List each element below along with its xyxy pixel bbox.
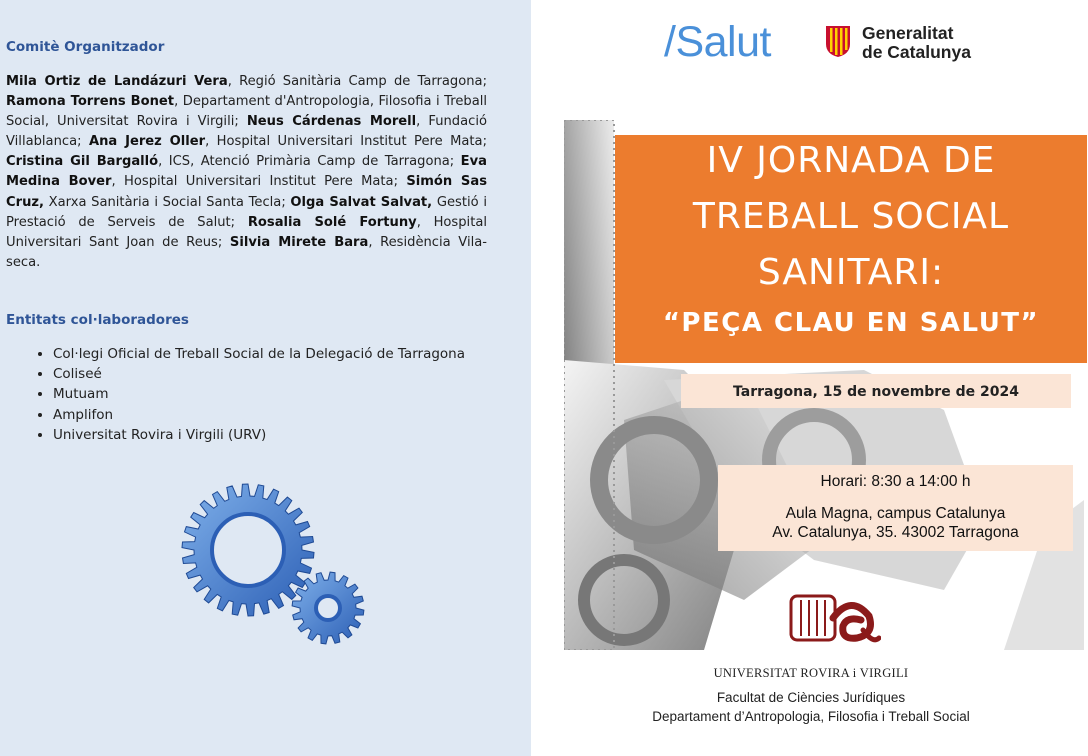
- member: Ramona Torrens Bonet, Departament d'Antropologia, Filosofia i Treball Social, Universitat Rovira i Virgili;: [6, 94, 488, 130]
- generalitat-emblem-icon: [823, 24, 853, 58]
- list-item: • Amplifon: [53, 405, 465, 425]
- committee-heading: Comitè Organitzador: [6, 39, 165, 55]
- member: Olga Salvat Salvat, Gestió i Prestació de Serveis de Salut;: [6, 194, 487, 230]
- faculty: Facultat de Ciències Jurídiques: [716, 690, 906, 705]
- list-item: • Coliseé: [53, 364, 465, 384]
- event-date: Tarragona, 15 de novembre de 2024: [733, 384, 1019, 400]
- subtitle: “PEÇA CLAU EN SALUT”: [662, 308, 1040, 338]
- gencat-line2: de Catalunya: [862, 42, 971, 62]
- member: Ana Jerez Oller, Hospital Universitari Institut Pere Mata;: [88, 134, 487, 150]
- right-panel: [531, 0, 1088, 756]
- member: Simón Sas Cruz, Xarxa Sanitària i Social Santa Tecla;: [6, 174, 487, 210]
- list-item: • Universitat Rovira i Virgili (URV): [53, 425, 465, 445]
- left-panel: [0, 0, 531, 756]
- member: Mila Ortiz de Landázuri Vera, Regió Sanitària Camp de Tarragona;: [6, 74, 487, 89]
- member: Cristina Gil Bargalló, ICS, Atenció Primària Camp de Tarragona;: [6, 154, 461, 170]
- urv-emblem-icon: [781, 586, 881, 656]
- department: Departament d’Antropologia, Filosofia i Treball Social: [652, 709, 970, 724]
- entities-heading: Entitats col·laboradores: [6, 312, 189, 328]
- address: Av. Catalunya, 35. 43002 Tarragona: [772, 524, 1019, 541]
- big-gear-icon: [182, 484, 314, 616]
- title-line-2: TREBALL SOCIAL: [692, 196, 1010, 237]
- member: Rosalia Solé Fortuny, Hospital Universitari Sant Joan de Reus;: [6, 214, 487, 250]
- blue-gears-image: [180, 478, 380, 658]
- gencat-line1: Generalitat: [862, 23, 954, 43]
- list-item: • Col·legi Oficial de Treball Social de la Delegació de Tarragona: [53, 344, 465, 364]
- list-item: • Mutuam: [53, 384, 465, 404]
- member: Neus Cárdenas Morell, Fundació Villablanca;: [6, 114, 487, 150]
- venue: Aula Magna, campus Catalunya: [785, 505, 1006, 522]
- generalitat-logo-text: [862, 24, 971, 62]
- salut-logo: /Salut: [664, 18, 771, 66]
- university-name: UNIVERSITAT ROVIRA i VIRGILI: [713, 666, 909, 680]
- member: Eva Medina Bover, Hospital Universitari Institut Pere Mata;: [6, 154, 487, 190]
- title-line-1: IV JORNADA DE: [706, 140, 996, 181]
- title-line-3: SANITARI:: [757, 252, 945, 293]
- entities-list: [28, 344, 465, 445]
- schedule: Horari: 8:30 a 14:00 h: [820, 473, 971, 490]
- committee-members: [6, 72, 487, 273]
- member: Silvia Mirete Bara, Residència Vila-seca.: [6, 234, 487, 270]
